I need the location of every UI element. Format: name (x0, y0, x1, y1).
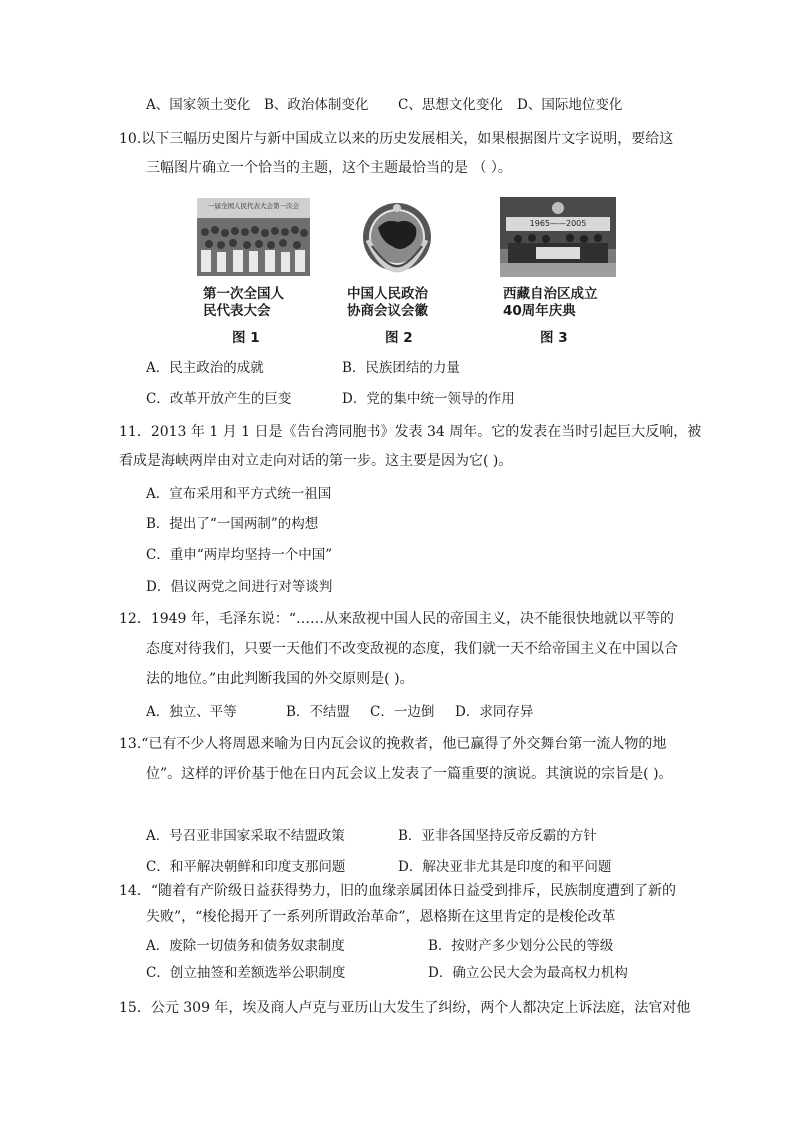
q11-option-a: A．宣布采用和平方式统一祖国 (146, 486, 332, 502)
q9-option-d: D、国际地位变化 (517, 97, 623, 113)
q10-stem-line-2: 三幅图片确立一个恰当的主题，这个主题最恰当的是 （ ）。 (146, 160, 512, 176)
q10-option-d: D．党的集中统一领导的作用 (342, 391, 515, 407)
q10-option-b: B．民族团结的力量 (342, 360, 460, 376)
figure-1-caption-line-2: 民代表大会 (203, 303, 271, 319)
q11-option-d: D．倡议两党之间进行对等谈判 (146, 579, 333, 595)
q12-option-b: B．不结盟 (286, 704, 350, 720)
figure-1-banner: 一届全国人民代表大会第一次会 (208, 202, 299, 210)
q13-option-d: D．解决亚非尤其是印度的和平问题 (398, 859, 612, 875)
figure-3-banner: 1965——2005 (529, 219, 587, 228)
q13-option-b: B．亚非各国坚持反帝反霸的方针 (398, 828, 597, 844)
q11-option-b: B．提出了“一国两制”的构想 (146, 516, 319, 532)
q14-option-a: A．废除一切债务和债务奴隶制度 (146, 938, 345, 954)
figure-3-caption-line-2: 40周年庆典 (503, 303, 576, 319)
q9-option-a: A、国家领土变化 (146, 97, 251, 113)
q13-stem-line-2: 位”。这样的评价基于他在日内瓦会议上发表了一篇重要的演说。其演说的宗旨是( )。 (146, 766, 673, 782)
q14-stem-line-1: 14．“随着有产阶级日益获得势力，旧的血缘亲属团体日益受到排斥，民族制度遭到了新的 (119, 883, 676, 899)
figure-1-caption-line-1: 第一次全国人 (203, 286, 284, 302)
figure-3-photo (500, 197, 616, 277)
figure-2-emblem (358, 200, 436, 274)
q9-option-c: C、思想文化变化 (398, 97, 503, 113)
figure-1-photo (197, 198, 310, 276)
q10-option-c: C．改革开放产生的巨变 (146, 391, 292, 407)
q12-option-d: D．求同存异 (455, 704, 534, 720)
figure-1-label: 图 1 (232, 330, 260, 346)
q9-option-b: B、政治体制变化 (264, 97, 369, 113)
q13-stem-line-1: 13.“已有不少人将周恩来喻为日内瓦会议的挽救者，他已赢得了外交舞台第一流人物的地 (119, 736, 667, 752)
q13-option-c: C．和平解决朝鲜和印度支那问题 (146, 859, 346, 875)
q10-stem-line-1: 10.以下三幅历史图片与新中国成立以来的历史发展相关，如果根据图片文字说明，要给这 (119, 131, 674, 147)
figure-2-caption-line-1: 中国人民政治 (347, 286, 428, 302)
q11-stem-line-2: 看成是海峡两岸由对立走向对话的第一步。这主要是因为它( )。 (119, 453, 513, 469)
figure-3-caption-line-1: 西藏自治区成立 (503, 286, 598, 302)
q12-stem-line-2: 态度对待我们，只要一天他们不改变敌视的态度，我们就一天不给帝国主义在中国以合 (146, 641, 678, 657)
q10-option-a: A．民主政治的成就 (146, 360, 264, 376)
q12-option-c: C．一边倒 (370, 704, 435, 720)
q14-option-c: C．创立抽签和差额选举公职制度 (146, 965, 346, 981)
q13-option-a: A．号召亚非国家采取不结盟政策 (146, 828, 345, 844)
q12-stem-line-1: 12．1949 年，毛泽东说：“……从来敌视中国人民的帝国主义，决不能很快地就以平等的 (119, 611, 675, 627)
figure-2-label: 图 2 (385, 330, 413, 346)
q14-option-d: D．确立公民大会为最高权力机构 (428, 965, 628, 981)
q14-option-b: B．按财产多少划分公民的等级 (428, 938, 614, 954)
q14-stem-line-2: 失败”，“梭伦揭开了一系列所谓政治革命”，恩格斯在这里肯定的是梭伦改革 (146, 909, 616, 925)
q12-stem-line-3: 法的地位。”由此判断我国的外交原则是( )。 (146, 671, 414, 687)
q11-stem-line-1: 11．2013 年 1 月 1 日是《告台湾同胞书》发表 34 周年。它的发表在当时引起巨大反响，被 (119, 424, 702, 440)
q12-option-a: A．独立、平等 (146, 704, 237, 720)
q11-option-c: C．重申“两岸均坚持一个中国” (146, 547, 333, 563)
figure-2-caption-line-2: 协商会议会徽 (347, 303, 428, 319)
q15-stem-line-1: 15．公元 309 年，埃及商人卢克与亚历山大发生了纠纷，两个人都决定上诉法庭，法官对他 (119, 1000, 691, 1016)
figure-3-label: 图 3 (540, 330, 568, 346)
